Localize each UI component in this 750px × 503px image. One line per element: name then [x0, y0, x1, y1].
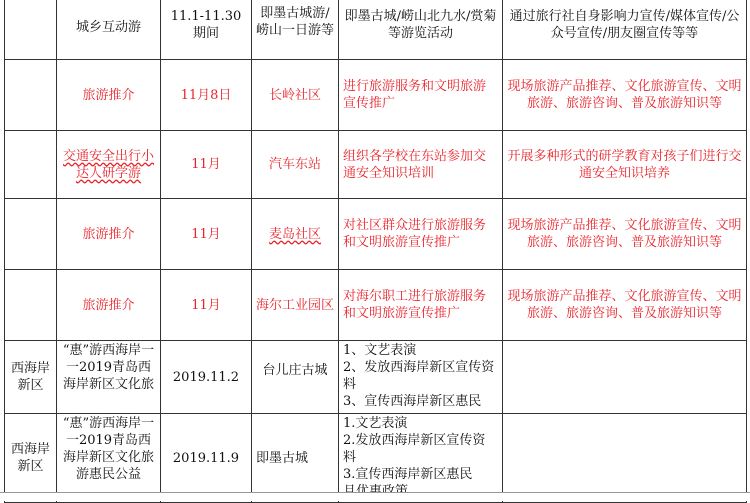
region-cell — [5, 131, 57, 199]
content-cell: 组织各学校在东站参加交通安全知识培训 — [339, 131, 503, 199]
time-cell: 11月8日 — [161, 60, 252, 131]
time-cell: 11.1-11.30期间 — [161, 0, 252, 60]
content-line: 3.宣传西海岸新区惠民 — [343, 467, 473, 482]
region-cell — [5, 0, 57, 60]
region-cell: 西海岸新区 — [5, 414, 57, 503]
activity-cell: “惠”游西海岸一一2019青岛西海岸新区文化旅 — [57, 341, 161, 414]
content-line: 2.发放西海岸新区宣传资料 — [343, 433, 486, 465]
activity-cell: 旅游推介 — [57, 270, 161, 341]
place-cell: 台儿庄古城 — [252, 341, 339, 414]
content-line: 1.文艺表演 — [343, 416, 408, 431]
place-cell: 麦岛社区 — [252, 199, 339, 270]
content-cell: 进行旅游服务和文明旅游宣传推广 — [339, 60, 503, 131]
table-row — [5, 270, 747, 341]
method-cell: 通过旅行社自身影响力宣传/媒体宣传/公众号宣传/朋友圈宣传等等 — [503, 0, 747, 60]
time-cell: 11月 — [161, 199, 252, 270]
content-cell: 对社区群众进行旅游服务和文明旅游宣传推广 — [339, 199, 503, 270]
place-cell: 汽车东站 — [252, 131, 339, 199]
activity-cell: 旅游推介 — [57, 60, 161, 131]
content-cell — [339, 341, 503, 414]
activity-cell: “惠”游西海岸一一2019青岛西海岸新区文化旅游惠民公益 — [57, 414, 161, 503]
table-row — [5, 341, 747, 414]
place-cell: 海尔工业园区 — [252, 270, 339, 341]
method-cell: 现场旅游产品推荐、文化旅游宣传、文明旅游、旅游咨询、普及旅游知识等 — [503, 199, 747, 270]
method-cell — [503, 341, 747, 414]
region-cell — [5, 60, 57, 131]
place-cell: 即墨古城 — [252, 414, 339, 503]
time-cell: 2019.11.9 — [161, 414, 252, 503]
activity-cell: 旅游推介 — [57, 199, 161, 270]
activity-cell: 城乡互动游 — [57, 0, 161, 60]
method-cell — [503, 414, 747, 503]
region-cell: 西海岸新区 — [5, 341, 57, 414]
content-cell: 对海尔职工进行旅游服务和文明旅游宣传推广 — [339, 270, 503, 341]
table-row — [5, 0, 747, 60]
method-cell: 现场旅游产品推荐、文化旅游宣传、文明旅游、旅游咨询、普及旅游知识等 — [503, 60, 747, 131]
place-cell: 长岭社区 — [252, 60, 339, 131]
content-line: 3、宣传西海岸新区惠民 — [343, 394, 482, 409]
region-cell — [5, 270, 57, 341]
content-cell — [339, 414, 503, 503]
activity-table — [4, 0, 747, 503]
method-cell: 现场旅游产品推荐、文化旅游宣传、文明旅游、旅游咨询、普及旅游知识等 — [503, 270, 747, 341]
content-line: 2、发放西海岸新区宣传资料 — [343, 360, 495, 392]
table-row — [5, 60, 747, 131]
time-cell: 11月 — [161, 131, 252, 199]
content-cell: 即墨古城/崂山北九水/赏菊等游览活动 — [339, 0, 503, 60]
time-cell: 2019.11.2 — [161, 341, 252, 414]
table-row — [5, 131, 747, 199]
activity-cell: 交通安全出行小达人研学游 — [57, 131, 161, 199]
region-cell — [5, 199, 57, 270]
place-cell: 即墨古城游/崂山一日游等 — [252, 0, 339, 60]
content-line: 1、文艺表演 — [343, 343, 417, 358]
table-row — [5, 199, 747, 270]
table-row — [5, 414, 747, 503]
method-cell: 开展多种形式的研学教育对孩子们进行交通安全知识培养 — [503, 131, 747, 199]
time-cell: 11月 — [161, 270, 252, 341]
